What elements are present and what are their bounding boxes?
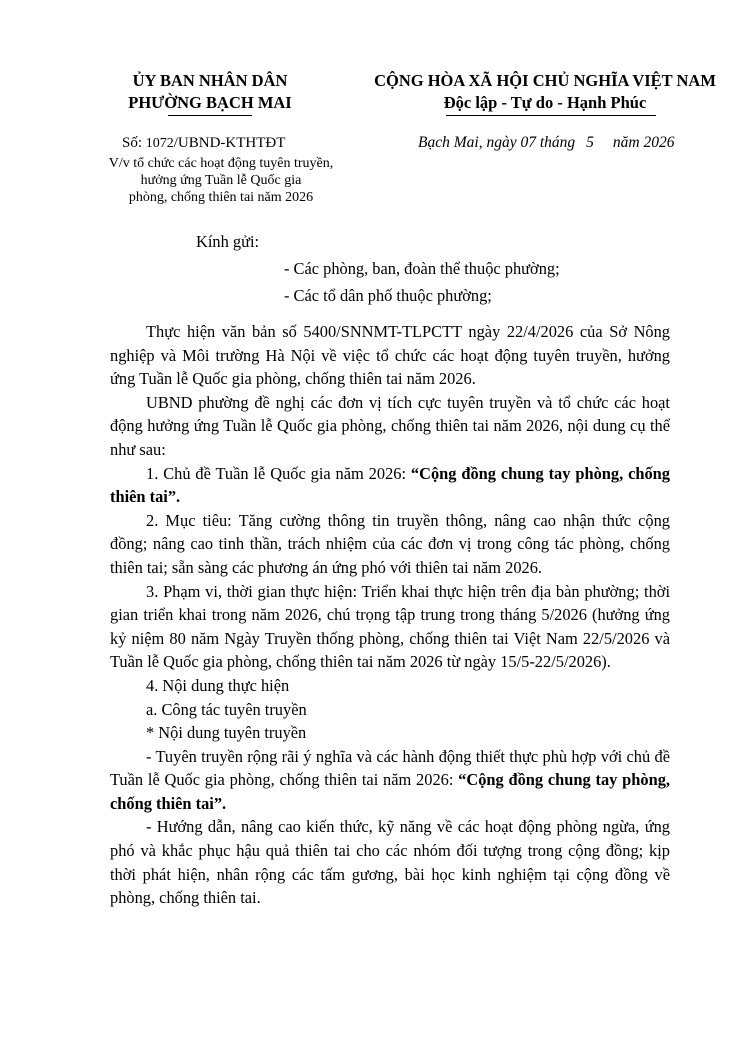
subject-line1: V/v tổ chức các hoạt động tuyên truyền, — [108, 156, 334, 171]
body-paragraph-goals: 2. Mục tiêu: Tăng cường thông tin truyền thông, nâng cao nhận thức cộng đồng; nâng cao tinh thần, trách nhiệm của các đơn vị trong công tác phòng, chống thiên tai; sẵn sàng các phương án ứng phó với thiên tai năm 2026. — [110, 510, 670, 577]
date-day: 07 — [520, 134, 536, 151]
issuing-authority — [100, 70, 320, 114]
body-section-heading: 4. Nội dung thực hiện — [146, 675, 290, 695]
body-paragraph-propaganda — [110, 745, 670, 816]
body-paragraph-scope: 3. Phạm vi, thời gian thực hiện: Triển khai thực hiện trên địa bàn phường; thời gian triển khai trong năm 2026, chú trọng tập trung trong tháng 5/2026 (hưởng ứng kỷ niệm 80 năm Ngày Truyền thống phòng, chống thiên tai Việt Nam 22/5/2026 và Tuần lễ Quốc gia phòng, chống thiên tai năm 2026 từ ngày 15/5-22/5/2026). — [110, 581, 670, 672]
document-number — [122, 133, 285, 154]
place-date-prefix: Bạch Mai, ngày — [418, 134, 517, 151]
theme-label: 1. Chủ đề Tuần lễ Quốc gia năm 2026: — [146, 463, 411, 483]
body-subsection-heading: a. Công tác tuyên truyền — [146, 699, 307, 719]
body-paragraph-1: Thực hiện văn bản số 5400/SNNMT-TLPCTT ngày 22/4/2026 của Sở Nông nghiệp và Môi trường Hà Nội về việc tổ chức các hoạt động tuyên truyền, hưởng ứng Tuần lễ Quốc gia phòng, chống thiên tai năm 2026. — [110, 322, 670, 389]
recipient-item: - Các tổ dân phố thuộc phường; — [284, 286, 492, 305]
date-month: 5 — [586, 134, 594, 151]
body-subsection-item: * Nội dung tuyên truyền — [146, 723, 307, 743]
recipients-greeting: Kính gửi: — [196, 232, 260, 251]
issuing-authority-line1: ỦY BAN NHÂN DÂN — [132, 71, 288, 90]
propaganda-slogan: “Cộng đồng chung tay phòng, chống thiên tai”. — [110, 770, 670, 813]
national-motto: Độc lập - Tự do - Hạnh Phúc — [443, 93, 647, 112]
subject-line2: hưởng ứng Tuần lễ Quốc gia — [140, 173, 302, 188]
date-month-label: tháng — [539, 134, 576, 151]
recipients-list — [284, 255, 560, 309]
body-paragraph-guidance: - Hướng dẫn, nâng cao kiến thức, kỹ năng về các hoạt động phòng ngừa, ứng phó và khắc phục hậu quả thiên tai cho các nhóm đối tượng trong cộng đồng; kịp thời phát hiện, nhân rộng các tấm gương, bài học kinh nghiệm tại cộng đồng về phòng, chống thiên tai. — [110, 817, 670, 908]
national-title-line1: CỘNG HÒA XÃ HỘI CHỦ NGHĨA VIỆT NAM — [374, 71, 716, 90]
recipient-item: - Các phòng, ban, đoàn thể thuộc phường; — [284, 259, 560, 278]
issuing-authority-line2: PHƯỜNG BẠCH MAI — [128, 93, 292, 112]
national-title — [370, 70, 720, 114]
date-year: năm 2026 — [612, 134, 675, 151]
subject-line3: phòng, chống thiên tai năm 2026 — [128, 190, 314, 205]
document-subject — [96, 155, 346, 206]
document-number-prefix: Số: — [122, 135, 143, 151]
authority-underline — [168, 115, 252, 116]
place-date — [418, 133, 674, 153]
body-paragraph-2: UBND phường đề nghị các đơn vị tích cực tuyên truyền và tổ chức các hoạt động hưởng ứng Tuần lễ Quốc gia phòng, chống thiên tai năm 2026, nội dung cụ thể như sau: — [110, 392, 670, 459]
propaganda-text: - Tuyên truyền rộng rãi ý nghĩa và các hành động thiết thực phù hợp với chủ đề Tuần lễ Quốc gia phòng, chống thiên tai năm 2026: — [110, 746, 670, 790]
document-body — [110, 320, 670, 910]
theme-slogan: “Cộng đồng chung tay phòng, chống thiên tai”. — [110, 463, 670, 507]
document-number-suffix: /UBND-KTHTĐT — [173, 135, 286, 151]
body-paragraph-theme — [110, 462, 670, 509]
motto-underline — [446, 115, 656, 116]
document-number-value: 1072 — [145, 136, 174, 151]
